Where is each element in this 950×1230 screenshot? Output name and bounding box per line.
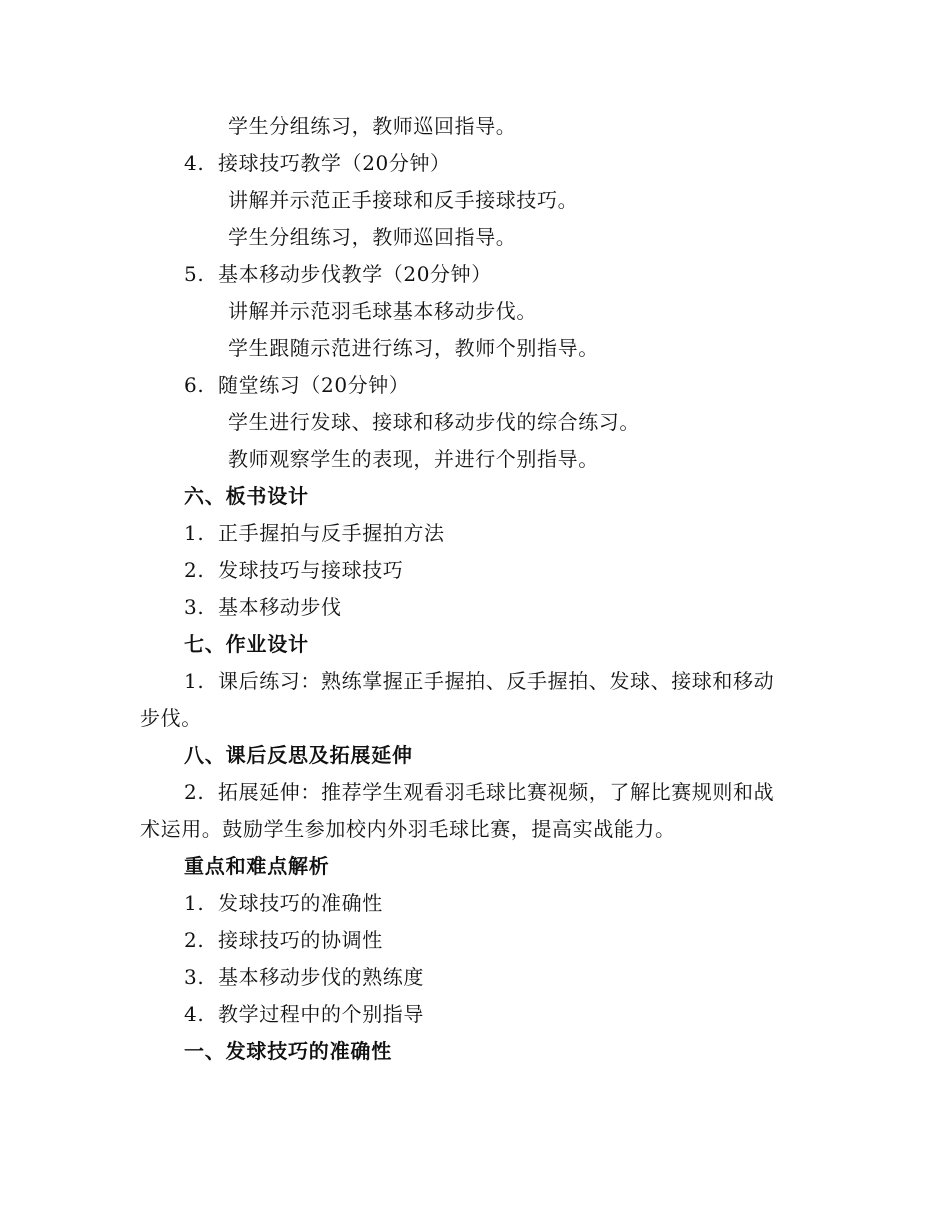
list-item [184, 1001, 424, 1027]
list-text: 随堂练习（20分钟） [218, 373, 410, 397]
list-number: 3. [184, 965, 205, 989]
teaching-step-heading [184, 261, 492, 287]
list-text: 发球技巧的准确性 [218, 891, 383, 915]
section-heading: 六、板书设计 [184, 484, 309, 508]
list-number: 6. [184, 373, 205, 397]
teaching-step-text: 学生跟随示范进行练习，教师个别指导。 [228, 336, 599, 360]
list-number: 1. [184, 521, 205, 545]
list-item [184, 520, 445, 546]
list-item [184, 964, 424, 990]
paragraph-line: 步伐。 [140, 706, 202, 730]
list-text: 发球技巧与接球技巧 [218, 558, 404, 582]
list-item [184, 594, 342, 620]
list-item [184, 890, 383, 916]
teaching-step-heading [184, 150, 451, 176]
teaching-step-heading [184, 372, 409, 398]
paragraph-line [184, 668, 774, 694]
list-text: 接球技巧的协调性 [218, 928, 383, 952]
list-text: 接球技巧教学（20分钟） [218, 151, 451, 175]
paragraph-line [184, 779, 774, 805]
teaching-step-text: 讲解并示范羽毛球基本移动步伐。 [228, 299, 537, 323]
list-number: 2. [184, 780, 205, 804]
section-heading: 七、作业设计 [184, 632, 309, 656]
list-text: 基本移动步伐的熟练度 [218, 965, 424, 989]
paragraph-line: 术运用。鼓励学生参加校内外羽毛球比赛，提高实战能力。 [140, 817, 676, 841]
list-text: 基本移动步伐教学（20分钟） [218, 262, 492, 286]
list-number: 5. [184, 262, 205, 286]
list-number: 4. [184, 151, 205, 175]
teaching-step-text: 学生分组练习，教师巡回指导。 [228, 114, 517, 138]
list-item [184, 927, 383, 953]
section-heading: 重点和难点解析 [184, 854, 330, 878]
list-number: 2. [184, 928, 205, 952]
teaching-step-text: 学生分组练习，教师巡回指导。 [228, 225, 517, 249]
list-item [184, 557, 403, 583]
teaching-step-text: 学生进行发球、接球和移动步伐的综合练习。 [228, 410, 640, 434]
list-text: 正手握拍与反手握拍方法 [218, 521, 445, 545]
list-number: 1. [184, 891, 205, 915]
list-text: 课后练习：熟练掌握正手握拍、反手握拍、发球、接球和移动 [218, 669, 775, 693]
teaching-step-text: 教师观察学生的表现，并进行个别指导。 [228, 447, 599, 471]
list-text: 基本移动步伐 [218, 595, 342, 619]
list-number: 4. [184, 1002, 205, 1026]
list-number: 2. [184, 558, 205, 582]
teaching-step-text: 讲解并示范正手接球和反手接球技巧。 [228, 188, 579, 212]
list-number: 3. [184, 595, 205, 619]
list-number: 1. [184, 669, 205, 693]
section-heading: 一、发球技巧的准确性 [184, 1039, 392, 1063]
list-text: 拓展延伸：推荐学生观看羽毛球比赛视频，了解比赛规则和战 [218, 780, 775, 804]
section-heading: 八、课后反思及拓展延伸 [184, 743, 413, 767]
list-text: 教学过程中的个别指导 [218, 1002, 424, 1026]
